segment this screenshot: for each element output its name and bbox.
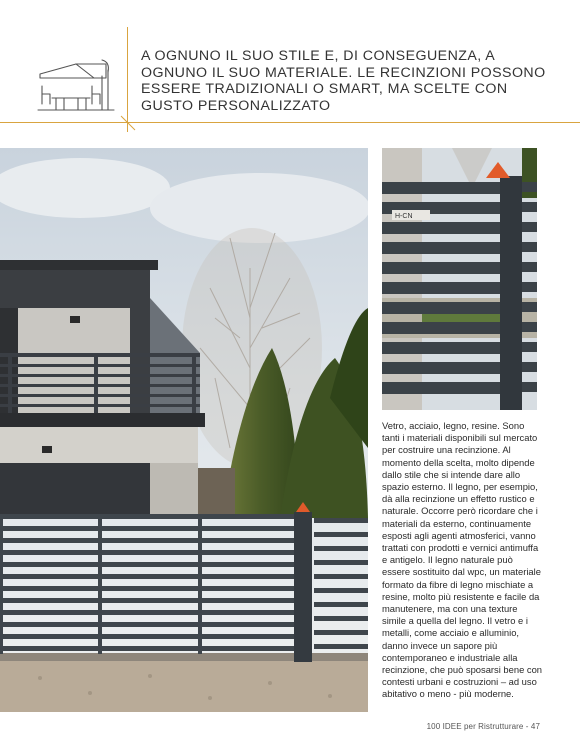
gate-sign-text: H-CN (395, 213, 413, 220)
outdoor-furniture-line-icon (36, 56, 116, 114)
accent-horizontal-rule (0, 122, 580, 123)
page-headline: A OGNUNO IL SUO STILE E, DI CONSEGUENZA, A OGNUNO IL SUO MATERIALE. LE RECINZIONI POSSONO ESSERE TRADIZIONALI O SMART, MA SCELTE CON GUSTO PERSONALIZZATO (141, 48, 546, 114)
accent-cross-mark (118, 113, 138, 133)
house-with-horizontal-slat-fence-photo (0, 148, 368, 712)
fence-post-detail-photo (382, 148, 537, 410)
body-paragraph: Vetro, acciaio, legno, resine. Sono tanti i materiali disponibili sul mercato per costruire una recinzione. Al momento della scelta, molto dipende dallo stile che si intende dare allo spazio esterno. Il legno, per esempio, dà alla recinzione un effetto rustico e naturale. Occorre però ricordare che i materiali da esterno, continuamente esposti agli agenti atmosferici, vanno trattati con prodotti e vernici antimuffa e antigelo. Il legno naturale può essere sostituito dal wpc, un materiale formato da fibre di legno mischiate a resine, molto più resistente e facile da manutenere, ma con una texture simile a quella del legno. Il vetro e i metalli, come acciaio e alluminio, danno invece un sapore più contemporaneo e industriale alla recinzione, che può sposarsi bene con contesti urbani e costruzioni – ad uso abitativo o meno - più moderne. (382, 420, 542, 700)
page-footer: 100 IDEE per Ristrutturare - 47 (426, 722, 540, 731)
